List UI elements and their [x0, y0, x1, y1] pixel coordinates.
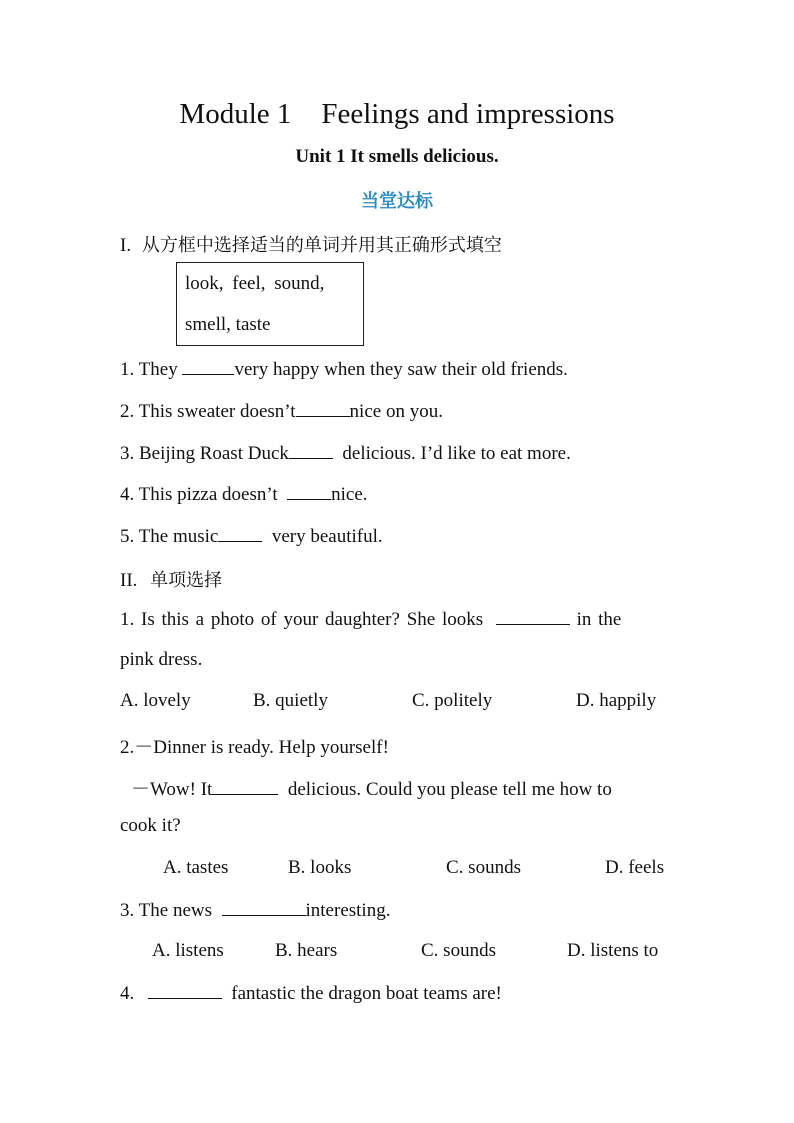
part2-heading [120, 566, 222, 592]
option-d[interactable]: D. feels [605, 857, 665, 878]
fill-item-5 [120, 524, 383, 548]
option-c[interactable]: C. sounds [421, 940, 496, 961]
fill-item-1 [120, 357, 568, 381]
module-label: Module 1 [179, 98, 292, 130]
option-b[interactable]: B. hears [275, 940, 338, 961]
answer-blank[interactable] [289, 441, 333, 459]
option-c[interactable]: C. sounds [446, 857, 521, 878]
mc-question-2-cont: cook it? [120, 815, 181, 836]
option-d[interactable]: D. listens to [567, 940, 659, 961]
fill-item-2 [120, 399, 443, 423]
option-c[interactable]: C. politely [412, 690, 493, 711]
word-box [176, 262, 364, 346]
fill-item-3 [120, 441, 571, 465]
mc-question-2-reply [131, 774, 612, 801]
unit-title: Unit 1 It smells delicious. [295, 146, 499, 167]
question-text: －Wow! It [131, 779, 213, 800]
module-title: Feelings and impressions [321, 98, 615, 130]
item-text: very beautiful. [262, 526, 383, 547]
answer-blank[interactable] [296, 399, 350, 417]
option-a[interactable]: A. tastes [163, 857, 229, 878]
question-text: interesting. [305, 900, 391, 921]
mc-question-2: 2.－Dinner is ready. Help yourself! [120, 737, 389, 758]
answer-blank[interactable] [218, 524, 262, 542]
part2-number: II. [120, 570, 138, 591]
question-text: in the [569, 609, 622, 630]
question-text: 4. [120, 983, 144, 1004]
mc-question-1-cont: pink dress. [120, 649, 203, 670]
answer-blank[interactable] [287, 482, 331, 500]
question-text: 3. The news [120, 900, 222, 921]
option-b[interactable]: B. quietly [253, 690, 328, 711]
part1-number: I. [120, 235, 132, 256]
word-box-row-1: look, feel, sound, [185, 273, 325, 294]
option-a[interactable]: A. listens [152, 940, 224, 961]
option-d[interactable]: D. happily [576, 690, 657, 711]
item-text: nice on you. [349, 401, 443, 422]
item-text: nice. [331, 484, 368, 505]
option-a[interactable]: A. lovely [120, 690, 191, 711]
mc-question-1 [120, 607, 621, 631]
question-text: fantastic the dragon boat teams are! [221, 983, 502, 1004]
mc-question-4 [120, 981, 502, 1005]
part2-instruction: 单项选择 [150, 570, 223, 591]
item-text: very happy when they saw their old friends. [234, 359, 568, 380]
answer-blank[interactable] [148, 981, 222, 999]
item-text: 2. This sweater doesn’t [120, 401, 296, 422]
item-text: 4. This pizza doesn’t [120, 484, 288, 505]
part1-instruction: 从方框中选择适当的单词并用其正确形式填空 [141, 235, 502, 256]
fill-item-4 [120, 482, 368, 506]
page-title [0, 98, 794, 131]
part1-heading [120, 231, 502, 257]
section-tag: 当堂达标 [361, 191, 433, 212]
answer-blank[interactable] [496, 607, 570, 625]
answer-blank[interactable] [212, 777, 278, 795]
question-text: 1. Is this a photo of your daughter? She looks [120, 609, 490, 630]
word-box-row-2: smell, taste [185, 314, 271, 335]
answer-blank[interactable] [222, 898, 306, 916]
item-text: 1. They [120, 359, 183, 380]
answer-blank[interactable] [182, 357, 234, 375]
option-b[interactable]: B. looks [288, 857, 352, 878]
item-text: 5. The music [120, 526, 219, 547]
mc-question-3 [120, 898, 390, 922]
item-text: 3. Beijing Roast Duck [120, 443, 289, 464]
question-text: delicious. Could you please tell me how to [278, 779, 612, 800]
item-text: delicious. I’d like to eat more. [332, 443, 571, 464]
